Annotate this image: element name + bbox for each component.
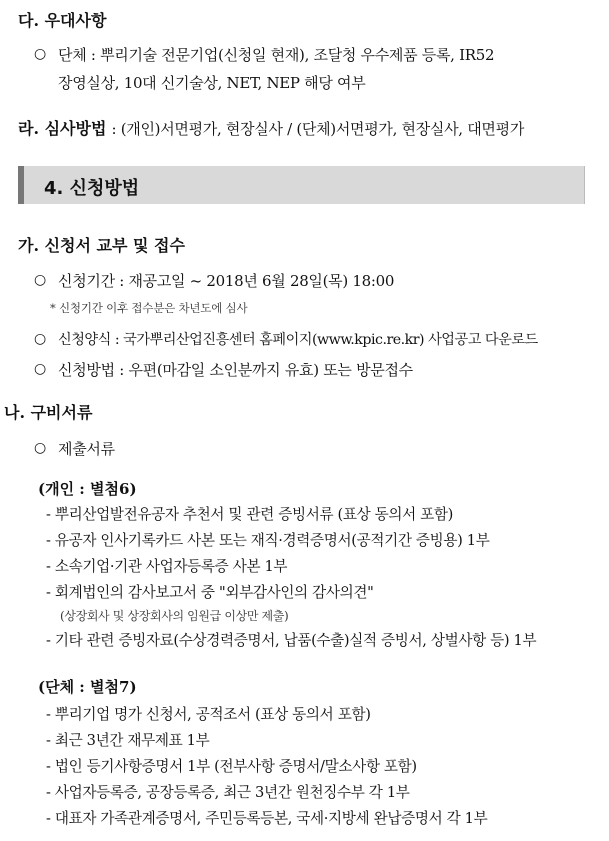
list-item: - 뿌리기업 명가 신청서, 공적조서 (표상 동의서 포함) (46, 706, 371, 723)
section-da-title: 다. 우대사항 (18, 11, 107, 30)
bullet-circle: ○ (34, 331, 47, 347)
bullet-circle: ○ (34, 46, 47, 62)
list-item: - 뿌리산업발전유공자 추천서 및 관련 증빙서류 (표상 동의서 포함) (46, 506, 454, 523)
section-na-title: 나. 구비서류 (4, 403, 93, 422)
bullet-circle: ○ (34, 361, 47, 377)
documents-label: 제출서류 (58, 440, 115, 458)
list-item: - 최근 3년간 재무제표 1부 (46, 732, 210, 749)
bullet-circle: ○ (34, 272, 47, 288)
preference-line-1: 단체 : 뿌리기술 전문기업(신청일 현재), 조달청 우수제품 등록, IR52 (58, 46, 495, 64)
list-item: - 법인 등기사항증명서 1부 (전부사항 증명서/말소사항 포함) (46, 758, 417, 775)
list-item: - 소속기업·기관 사업자등록증 사본 1부 (46, 558, 288, 575)
individual-docs-label: (개인 : 별첨6) (38, 480, 137, 498)
list-item: - 사업자등록증, 공장등록증, 최근 3년간 원천징수부 각 1부 (46, 784, 410, 801)
list-item: - 대표자 가족관계증명서, 주민등록등본, 국세·지방세 완납증명서 각 1부 (46, 810, 488, 827)
preference-line-2: 장영실상, 10대 신기술상, NET, NEP 해당 여부 (58, 74, 366, 92)
section-ra (18, 116, 524, 139)
list-item-note: (상장회사 및 상장회사의 임원급 이상만 제출) (60, 609, 289, 623)
section-ga-title: 가. 신청서 교부 및 접수 (18, 236, 185, 255)
section-ra-title: 라. 심사방법 (18, 119, 107, 138)
list-item: - 유공자 인사기록카드 사본 또는 재직·경력증명서(공적기간 증빙용) 1부 (46, 532, 490, 549)
individual-docs-list (46, 503, 536, 655)
application-period-note: * 신청기간 이후 접수분은 차년도에 심사 (50, 301, 248, 315)
group-docs-label: (단체 : 별첨7) (38, 678, 137, 696)
list-item: - 회계법인의 감사보고서 중 "외부감사인의 감사의견" (46, 584, 374, 601)
application-period: 신청기간 : 재공고일 ~ 2018년 6월 28일(목) 18:00 (58, 272, 395, 290)
group-docs-list (46, 703, 487, 833)
section-banner (18, 166, 585, 204)
bullet-circle: ○ (34, 440, 47, 456)
banner-title: 4. 신청방법 (44, 178, 140, 199)
list-item: - 기타 관련 증빙자료(수상경력증명서, 납품(수출)실적 증빙서, 상벌사항 등) 1부 (46, 632, 537, 649)
application-method: 신청방법 : 우편(마감일 소인분까지 유효) 또는 방문접수 (58, 361, 413, 379)
application-form: 신청양식 : 국가뿌리산업진흥센터 홈페이지(www.kpic.re.kr) 사업공고 다운로드 (58, 332, 538, 348)
review-method-text: : (개인)서면평가, 현장실사 / (단체)서면평가, 현장실사, 대면평가 (111, 120, 525, 138)
